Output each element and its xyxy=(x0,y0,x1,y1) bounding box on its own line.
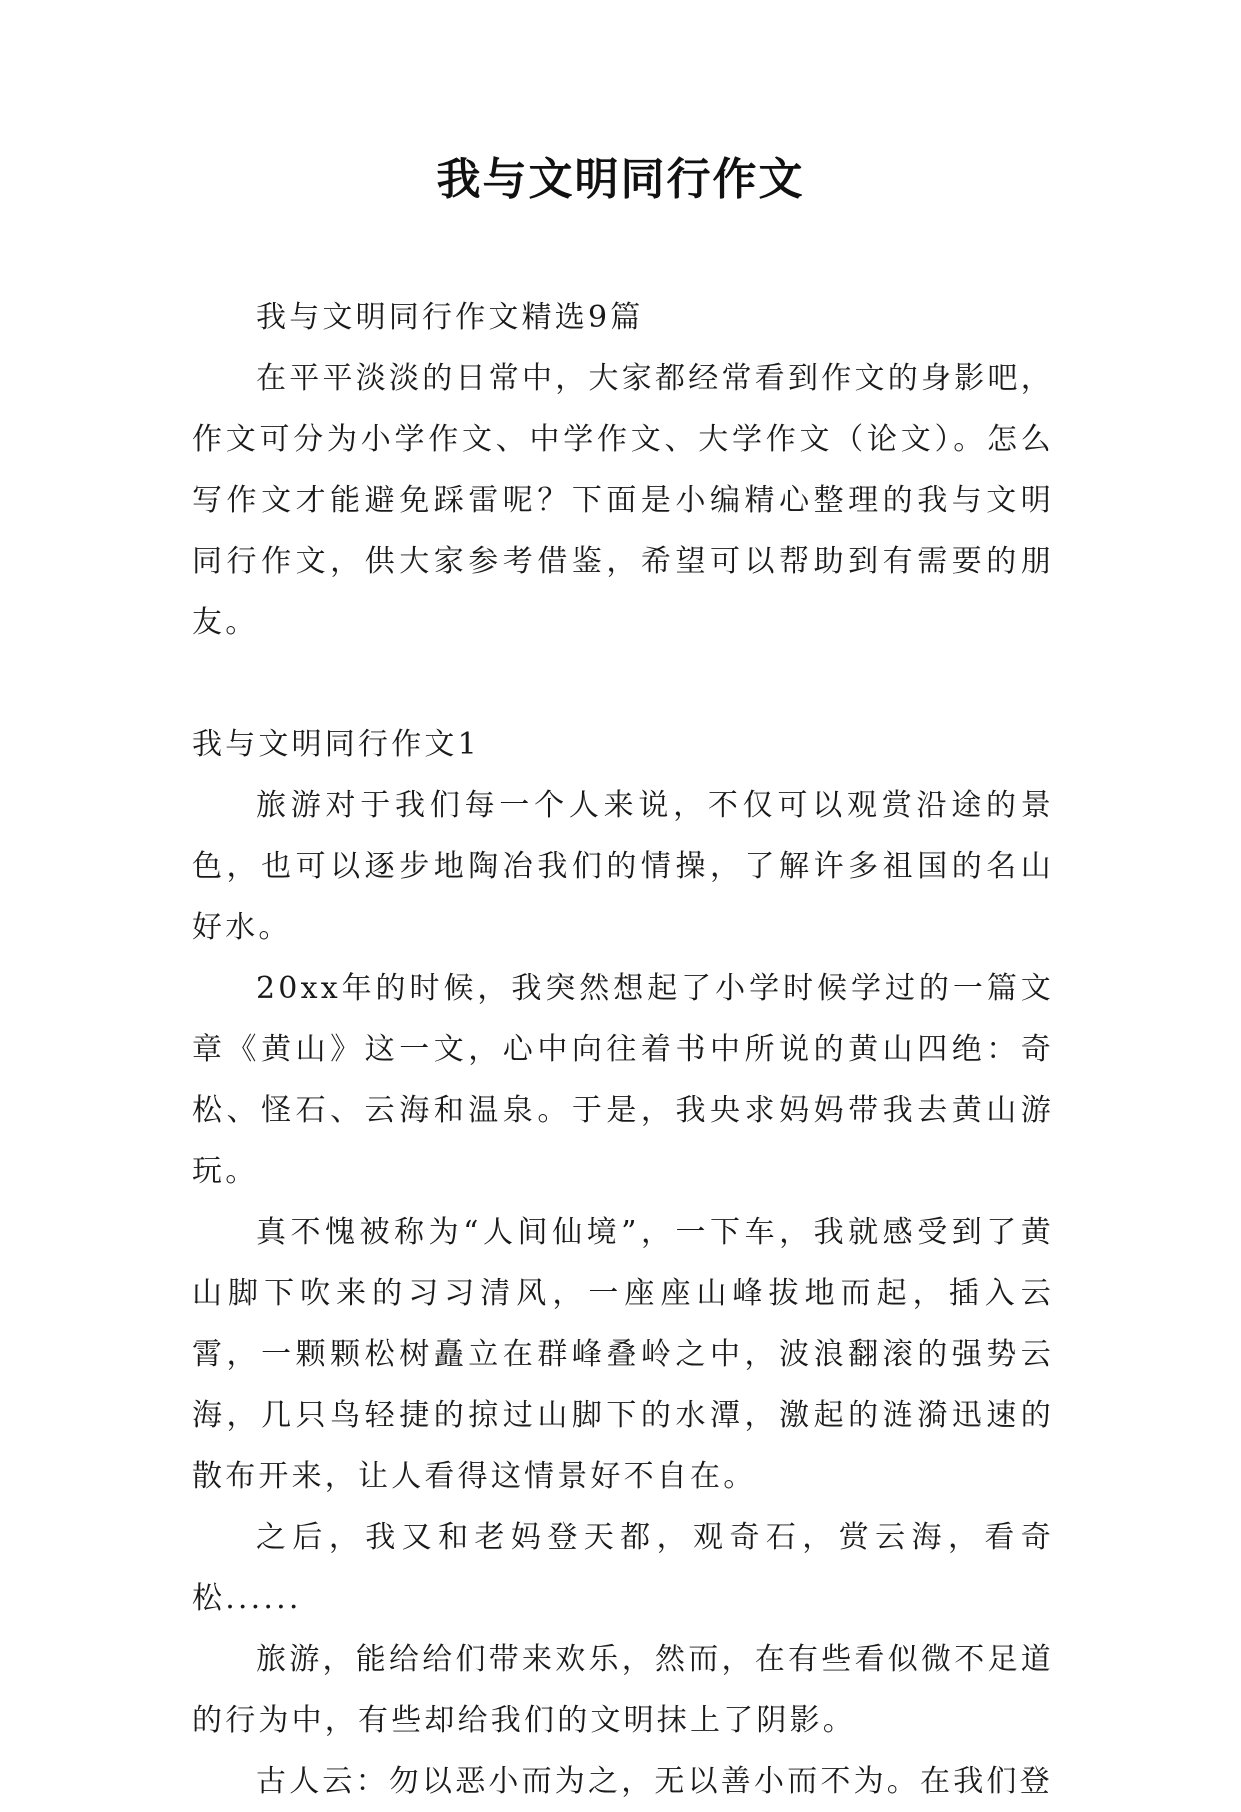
body-paragraph: 真不愧被称为“人间仙境”，一下车，我就感受到了黄山脚下吹来的习习清风，一座座山峰拔地而起，插入云霄，一颗颗松树矗立在群峰叠岭之中，波浪翻滚的强势云海，几只鸟轻捷的掠过山脚下的水潭，激起的涟漪迅速的散布开来，让人看得这情景好不自在。 xyxy=(192,1215,1054,1494)
section-heading: 我与文明同行作文1 xyxy=(192,727,480,762)
body-paragraph: 旅游对于我们每一个人来说，不仅可以观赏沿途的景色，也可以逐步地陶冶我们的情操，了解许多祖国的名山好水。 xyxy=(192,788,1054,945)
body-paragraph: 之后，我又和老妈登天都，观奇石，赏云海，看奇松...... xyxy=(192,1520,1054,1616)
body-paragraph: 20xx年的时候，我突然想起了小学时候学过的一篇文章《黄山》这一文，心中向往着书中所说的黄山四绝：奇松、怪石、云海和温泉。于是，我央求妈妈带我去黄山游玩。 xyxy=(192,971,1054,1189)
document-body xyxy=(192,287,1054,1812)
paragraph-spacer xyxy=(192,653,1054,714)
body-paragraph: 旅游，能给给们带来欢乐，然而，在有些看似微不足道的行为中，有些却给我们的文明抹上了阴影。 xyxy=(192,1642,1054,1738)
document-title: 我与文明同行作文 xyxy=(436,154,805,205)
body-paragraph: 古人云：勿以恶小而为之，无以善小而不为。在我们登 xyxy=(256,1764,1053,1799)
subtitle-paragraph: 我与文明同行作文精选9篇 xyxy=(256,300,644,335)
intro-paragraph: 在平平淡淡的日常中，大家都经常看到作文的身影吧，作文可分为小学作文、中学作文、大学作文（论文）。怎么写作文才能避免踩雷呢？下面是小编精心整理的我与文明同行作文，供大家参考借鉴，希望可以帮助到有需要的朋友。 xyxy=(192,361,1054,640)
